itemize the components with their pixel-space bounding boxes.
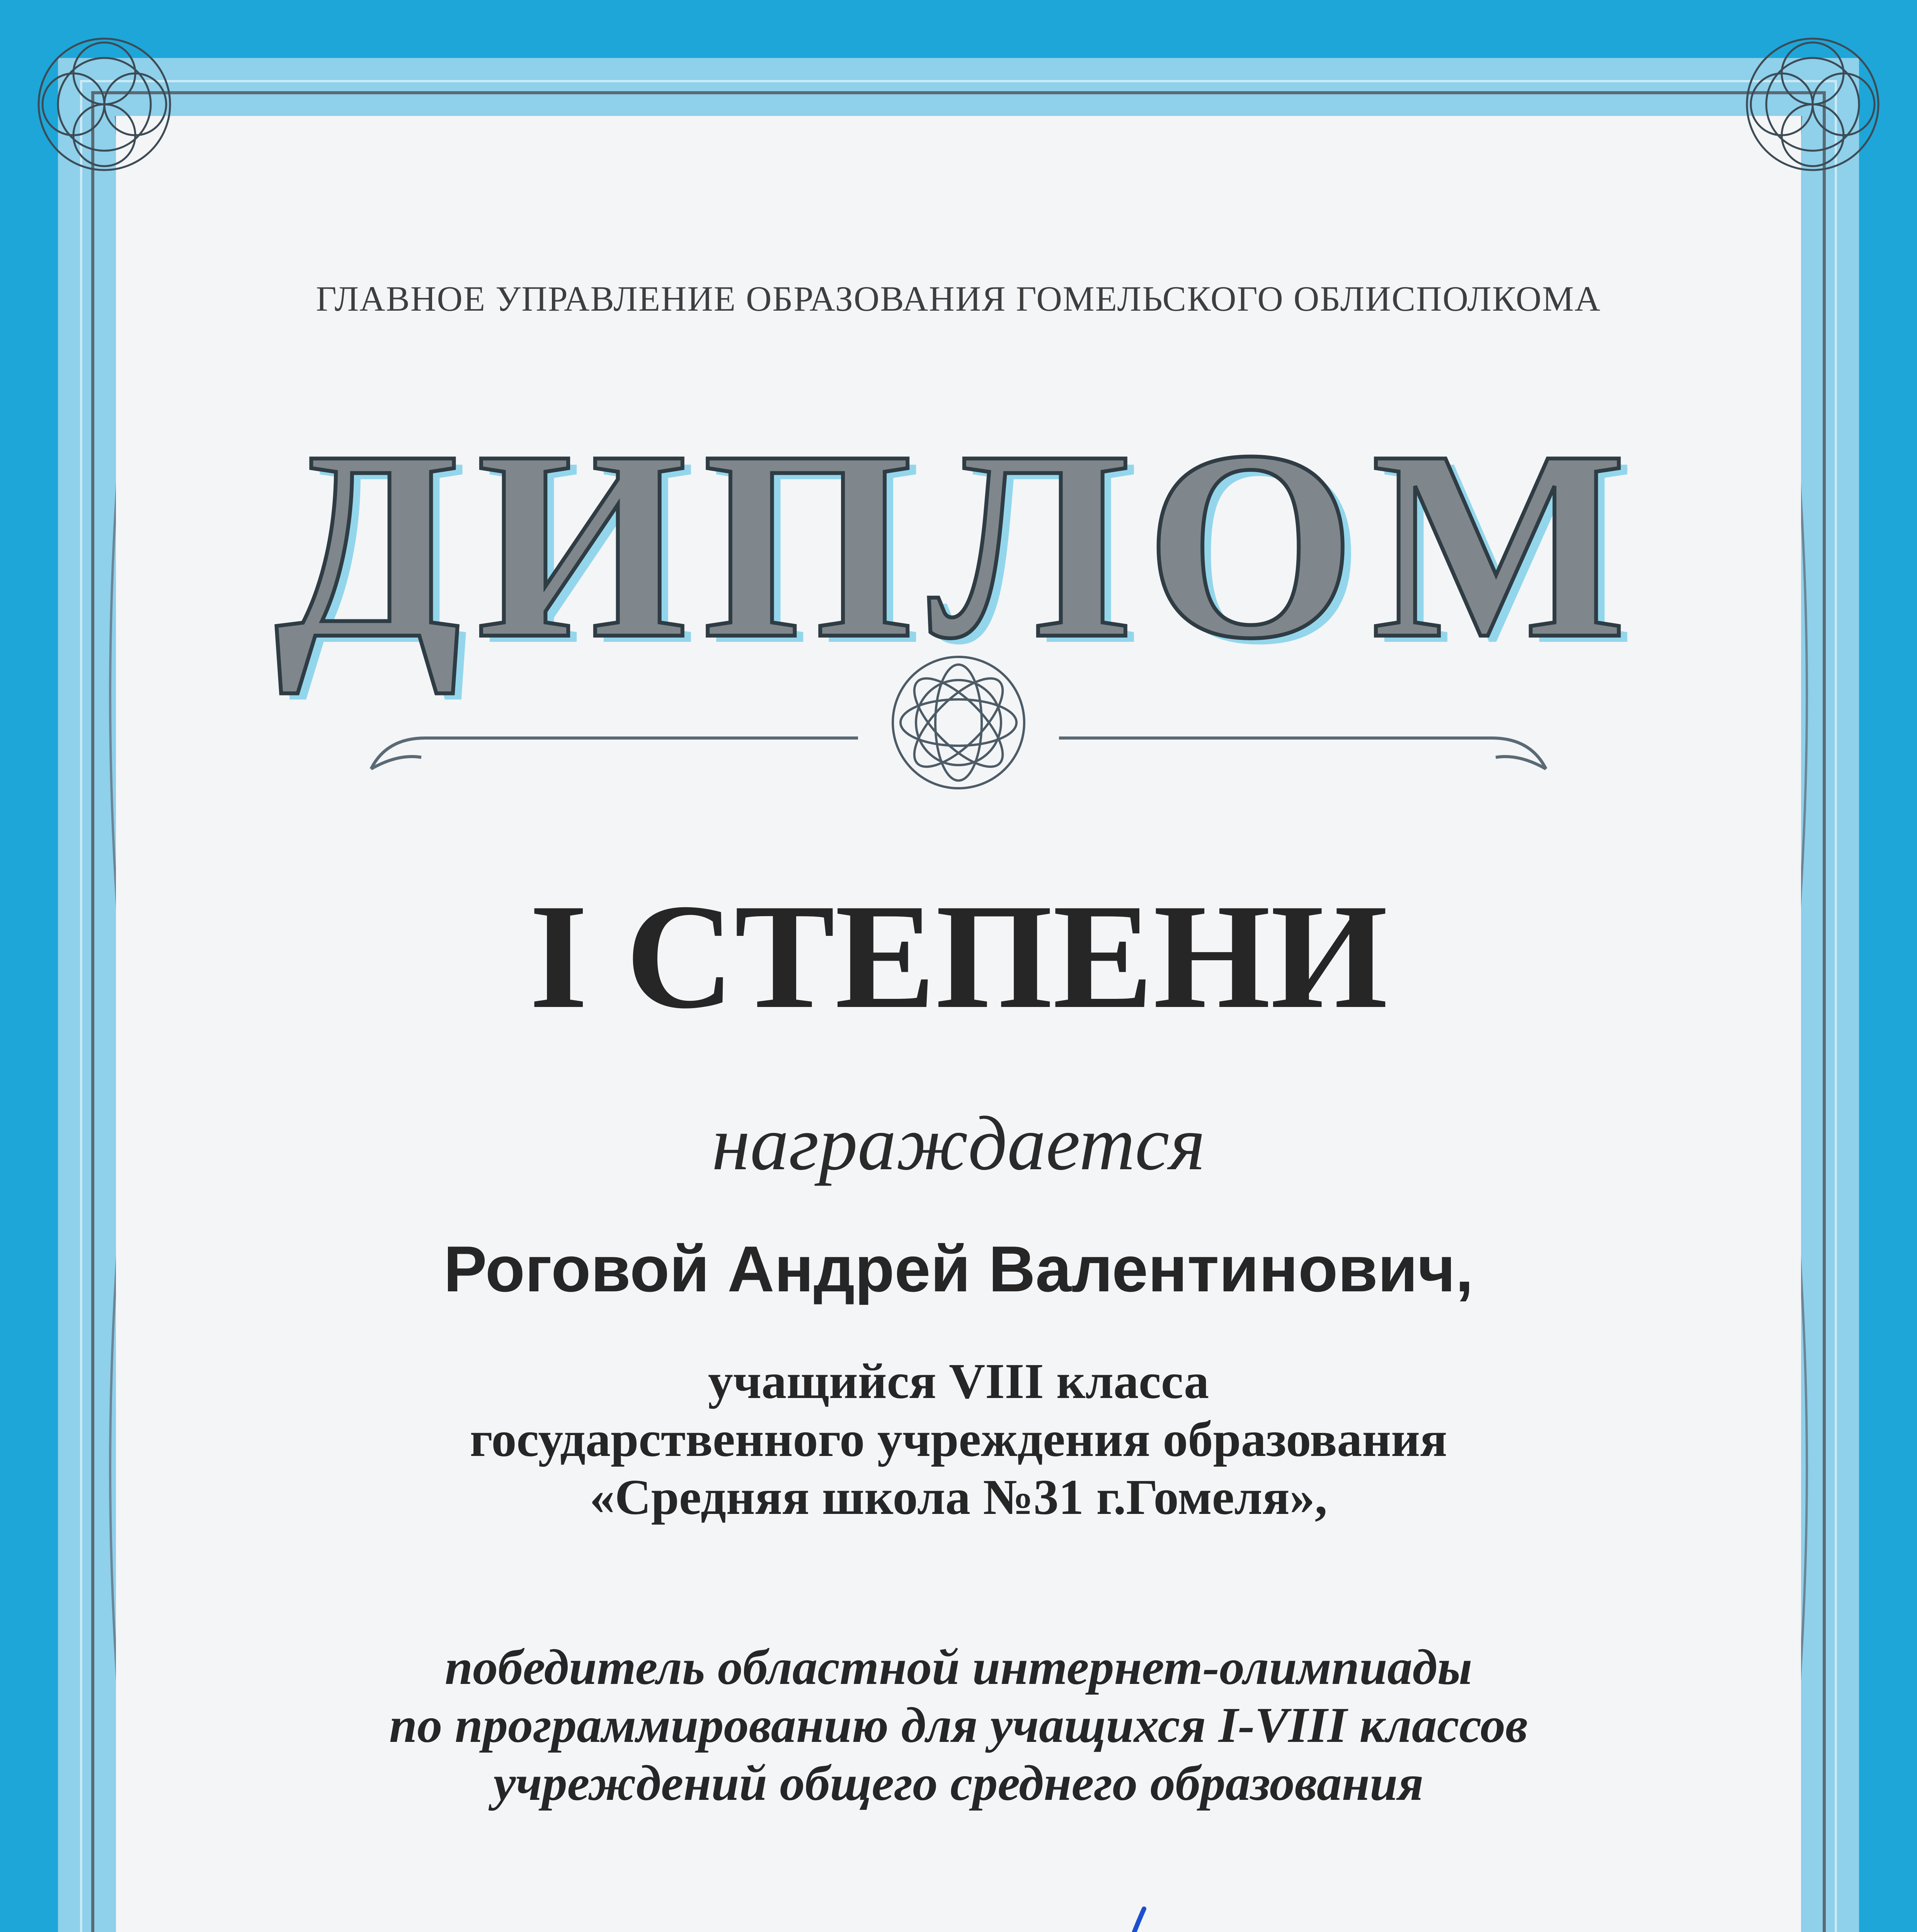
issuing-authority: ГЛАВНОЕ УПРАВЛЕНИЕ ОБРАЗОВАНИЯ ГОМЕЛЬСКОГО ОБЛИСПОЛКОМА [316, 279, 1601, 318]
rosette-ornament-icon [363, 641, 1554, 804]
signature [943, 1886, 1221, 1932]
reason-line: победитель областной интернет-олимпиады [444, 1639, 1473, 1695]
award-reason [0, 1638, 1917, 1812]
reason-line: учреждений общего среднего образования [493, 1755, 1424, 1811]
corner-rosette-icon [1731, 23, 1894, 185]
award-degree: I СТЕПЕНИ [529, 873, 1388, 1040]
document-title: ДИПЛОМ [275, 395, 1642, 694]
affiliation-line: «Средняя школа №31 г.Гомеля», [589, 1469, 1328, 1525]
recipient-affiliation [0, 1352, 1917, 1526]
corner-rosette-icon [23, 23, 186, 185]
affiliation-line: государственного учреждения образования [470, 1412, 1447, 1467]
affiliation-line: учащийся VIII класса [708, 1354, 1209, 1409]
recipient-name: Роговой Андрей Валентинович, [443, 1233, 1474, 1305]
awarded-label: награждается [712, 1101, 1205, 1186]
reason-line: по программированию для учащихся I-VIII классов [389, 1697, 1528, 1753]
